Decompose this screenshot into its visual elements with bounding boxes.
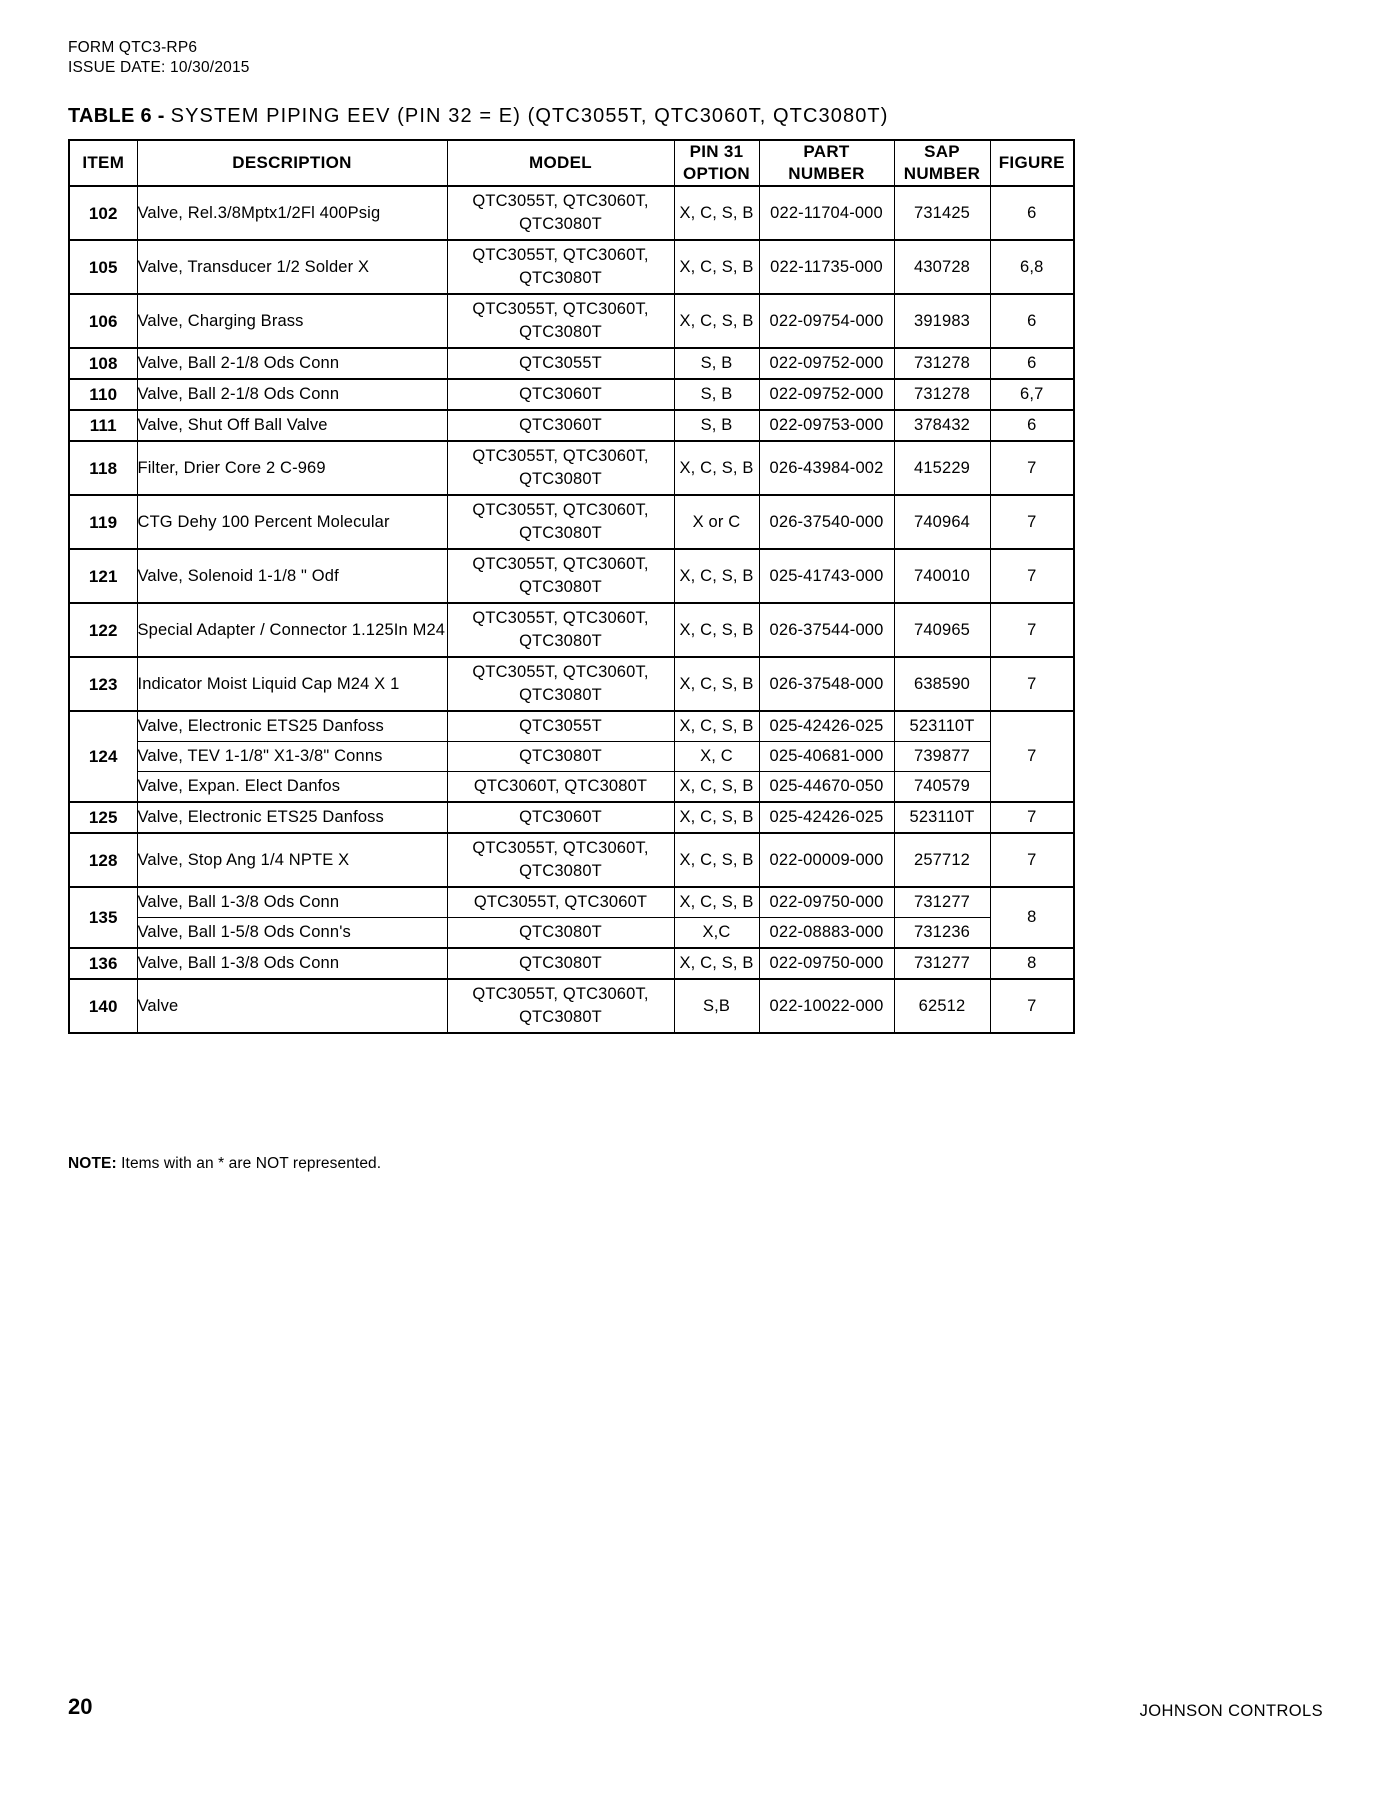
cell-part-number: 022-11704-000 (759, 186, 894, 240)
cell-part-number: 022-09752-000 (759, 379, 894, 410)
table-row (69, 186, 1074, 240)
cell-sap-number: 740010 (894, 549, 990, 603)
note-text: Items with an * are NOT represented. (116, 1155, 382, 1172)
cell-model: QTC3080T (447, 742, 674, 772)
cell-sap-number: 740965 (894, 603, 990, 657)
table-row (69, 948, 1074, 979)
cell-pin31-option: X, C (674, 742, 759, 772)
column-header-sap-line1: SAP (924, 142, 960, 161)
cell-figure: 7 (990, 979, 1074, 1033)
table-row (69, 772, 1074, 803)
cell-item: 105 (69, 240, 137, 294)
cell-part-number: 025-44670-050 (759, 772, 894, 803)
column-header-part-line2: NUMBER (788, 164, 865, 183)
cell-figure: 8 (990, 887, 1074, 948)
cell-figure: 7 (990, 549, 1074, 603)
cell-part-number: 022-09750-000 (759, 948, 894, 979)
cell-sap-number: 257712 (894, 833, 990, 887)
cell-item: 108 (69, 348, 137, 379)
cell-pin31-option: X, C, S, B (674, 833, 759, 887)
cell-description: Valve, Ball 1-3/8 Ods Conn (137, 887, 447, 918)
cell-item: 136 (69, 948, 137, 979)
cell-model: QTC3080T (447, 948, 674, 979)
cell-model: QTC3055T, QTC3060T, QTC3080T (447, 979, 674, 1033)
cell-model: QTC3060T, QTC3080T (447, 772, 674, 803)
cell-pin31-option: X, C, S, B (674, 294, 759, 348)
table-title (68, 103, 889, 129)
table-row (69, 833, 1074, 887)
cell-part-number: 026-37540-000 (759, 495, 894, 549)
column-header-sap-line2: NUMBER (903, 164, 981, 183)
cell-figure: 6 (990, 410, 1074, 441)
table-row (69, 441, 1074, 495)
cell-figure: 6 (990, 294, 1074, 348)
table-row (69, 549, 1074, 603)
cell-description: CTG Dehy 100 Percent Molecular (137, 495, 447, 549)
table-row (69, 802, 1074, 833)
cell-part-number: 025-42426-025 (759, 711, 894, 742)
cell-sap-number: 731278 (894, 348, 990, 379)
cell-sap-number: 415229 (894, 441, 990, 495)
cell-item: 111 (69, 410, 137, 441)
cell-model: QTC3055T, QTC3060T, QTC3080T (447, 240, 674, 294)
cell-pin31-option: S, B (674, 410, 759, 441)
cell-model: QTC3055T, QTC3060T, QTC3080T (447, 294, 674, 348)
column-header-sap-number (894, 140, 990, 186)
cell-item: 128 (69, 833, 137, 887)
cell-pin31-option: S, B (674, 348, 759, 379)
form-number: FORM QTC3-RP6 (68, 39, 198, 56)
cell-pin31-option: X, C, S, B (674, 441, 759, 495)
cell-pin31-option: X, C, S, B (674, 711, 759, 742)
cell-pin31-option: S,B (674, 979, 759, 1033)
cell-pin31-option: X, C, S, B (674, 887, 759, 918)
cell-part-number: 022-11735-000 (759, 240, 894, 294)
cell-part-number: 026-37548-000 (759, 657, 894, 711)
table-row (69, 918, 1074, 949)
cell-model: QTC3055T (447, 348, 674, 379)
column-header-part-number (759, 140, 894, 186)
cell-item: 125 (69, 802, 137, 833)
cell-figure: 7 (990, 711, 1074, 802)
cell-figure: 7 (990, 657, 1074, 711)
cell-pin31-option: X, C, S, B (674, 657, 759, 711)
cell-pin31-option: X, C, S, B (674, 948, 759, 979)
cell-description: Valve, Solenoid 1-1/8 " Odf (137, 549, 447, 603)
table-note (68, 1155, 381, 1173)
cell-figure: 7 (990, 441, 1074, 495)
cell-pin31-option: X,C (674, 918, 759, 949)
cell-sap-number: 740579 (894, 772, 990, 803)
cell-model: QTC3055T, QTC3060T, QTC3080T (447, 549, 674, 603)
cell-sap-number: 638590 (894, 657, 990, 711)
cell-pin31-option: X, C, S, B (674, 186, 759, 240)
cell-pin31-option: X or C (674, 495, 759, 549)
cell-model: QTC3055T, QTC3060T, QTC3080T (447, 495, 674, 549)
cell-description: Indicator Moist Liquid Cap M24 X 1 (137, 657, 447, 711)
cell-description: Valve, TEV 1-1/8" X1-3/8" Conns (137, 742, 447, 772)
cell-item: 123 (69, 657, 137, 711)
column-header-figure: FIGURE (990, 140, 1074, 186)
table-row (69, 603, 1074, 657)
cell-part-number: 022-09750-000 (759, 887, 894, 918)
cell-part-number: 022-08883-000 (759, 918, 894, 949)
cell-pin31-option: S, B (674, 379, 759, 410)
cell-model: QTC3055T, QTC3060T, QTC3080T (447, 186, 674, 240)
footer-brand: JOHNSON CONTROLS (1139, 1702, 1323, 1720)
cell-part-number: 025-42426-025 (759, 802, 894, 833)
cell-sap-number: 731277 (894, 948, 990, 979)
cell-part-number: 022-00009-000 (759, 833, 894, 887)
cell-sap-number: 523110T (894, 802, 990, 833)
cell-item: 140 (69, 979, 137, 1033)
table-title-text: SYSTEM PIPING EEV (PIN 32 = E) (QTC3055T, QTC3060T, QTC3080T) (170, 105, 889, 127)
cell-pin31-option: X, C, S, B (674, 603, 759, 657)
table-row (69, 742, 1074, 772)
table-body (69, 186, 1074, 1033)
cell-model: QTC3055T, QTC3060T (447, 887, 674, 918)
cell-figure: 7 (990, 833, 1074, 887)
cell-sap-number: 731277 (894, 887, 990, 918)
cell-part-number: 026-37544-000 (759, 603, 894, 657)
column-header-item: ITEM (69, 140, 137, 186)
page-number: 20 (68, 1694, 93, 1719)
cell-description: Valve, Rel.3/8Mptx1/2Fl 400Psig (137, 186, 447, 240)
cell-model: QTC3055T, QTC3060T, QTC3080T (447, 603, 674, 657)
table-row (69, 979, 1074, 1033)
column-header-pin31-line2: OPTION (683, 164, 750, 183)
cell-model: QTC3060T (447, 410, 674, 441)
cell-item: 121 (69, 549, 137, 603)
cell-description: Filter, Drier Core 2 C-969 (137, 441, 447, 495)
document-header (68, 38, 250, 78)
cell-model: QTC3060T (447, 379, 674, 410)
table-row (69, 495, 1074, 549)
cell-description: Valve, Electronic ETS25 Danfoss (137, 711, 447, 742)
column-header-description: DESCRIPTION (137, 140, 447, 186)
cell-part-number: 022-09752-000 (759, 348, 894, 379)
note-label: NOTE: (68, 1155, 117, 1172)
cell-model: QTC3080T (447, 918, 674, 949)
cell-sap-number: 731278 (894, 379, 990, 410)
cell-part-number: 025-41743-000 (759, 549, 894, 603)
cell-description: Valve (137, 979, 447, 1033)
table-row (69, 294, 1074, 348)
cell-model: QTC3055T (447, 711, 674, 742)
cell-item: 124 (69, 711, 137, 802)
parts-table (68, 139, 1075, 1034)
table-row (69, 348, 1074, 379)
cell-description: Valve, Expan. Elect Danfos (137, 772, 447, 803)
cell-sap-number: 391983 (894, 294, 990, 348)
cell-model: QTC3055T, QTC3060T, QTC3080T (447, 833, 674, 887)
cell-sap-number: 740964 (894, 495, 990, 549)
cell-description: Valve, Ball 2-1/8 Ods Conn (137, 379, 447, 410)
table-row (69, 711, 1074, 742)
cell-figure: 6,7 (990, 379, 1074, 410)
table-row (69, 240, 1074, 294)
cell-description: Valve, Charging Brass (137, 294, 447, 348)
cell-model: QTC3055T, QTC3060T, QTC3080T (447, 441, 674, 495)
cell-item: 122 (69, 603, 137, 657)
cell-item: 102 (69, 186, 137, 240)
table-row (69, 410, 1074, 441)
cell-pin31-option: X, C, S, B (674, 802, 759, 833)
cell-figure: 6 (990, 186, 1074, 240)
table-header-row (69, 140, 1074, 186)
issue-date: ISSUE DATE: 10/30/2015 (68, 59, 250, 76)
cell-model: QTC3055T, QTC3060T, QTC3080T (447, 657, 674, 711)
cell-pin31-option: X, C, S, B (674, 549, 759, 603)
cell-description: Valve, Electronic ETS25 Danfoss (137, 802, 447, 833)
cell-item: 119 (69, 495, 137, 549)
cell-sap-number: 62512 (894, 979, 990, 1033)
cell-part-number: 026-43984-002 (759, 441, 894, 495)
table-title-label: TABLE 6 - (68, 105, 165, 127)
cell-item: 110 (69, 379, 137, 410)
column-header-pin31-option (674, 140, 759, 186)
cell-pin31-option: X, C, S, B (674, 240, 759, 294)
cell-sap-number: 430728 (894, 240, 990, 294)
column-header-pin31-line1: PIN 31 (689, 142, 744, 161)
cell-sap-number: 523110T (894, 711, 990, 742)
cell-pin31-option: X, C, S, B (674, 772, 759, 803)
cell-description: Valve, Ball 1-3/8 Ods Conn (137, 948, 447, 979)
cell-part-number: 025-40681-000 (759, 742, 894, 772)
cell-figure: 6 (990, 348, 1074, 379)
cell-description: Valve, Shut Off Ball Valve (137, 410, 447, 441)
cell-description: Valve, Transducer 1/2 Solder X (137, 240, 447, 294)
column-header-model: MODEL (447, 140, 674, 186)
cell-part-number: 022-09753-000 (759, 410, 894, 441)
cell-description: Valve, Stop Ang 1/4 NPTE X (137, 833, 447, 887)
cell-sap-number: 378432 (894, 410, 990, 441)
cell-figure: 7 (990, 802, 1074, 833)
table-row (69, 657, 1074, 711)
cell-sap-number: 731425 (894, 186, 990, 240)
cell-sap-number: 739877 (894, 742, 990, 772)
cell-item: 118 (69, 441, 137, 495)
cell-model: QTC3060T (447, 802, 674, 833)
cell-figure: 8 (990, 948, 1074, 979)
cell-description: Valve, Ball 2-1/8 Ods Conn (137, 348, 447, 379)
cell-figure: 7 (990, 603, 1074, 657)
cell-description: Valve, Ball 1-5/8 Ods Conn's (137, 918, 447, 949)
column-header-part-line1: PART (803, 142, 850, 161)
cell-item: 135 (69, 887, 137, 948)
table-row (69, 887, 1074, 918)
table-row (69, 379, 1074, 410)
table-header (69, 140, 1074, 186)
cell-part-number: 022-09754-000 (759, 294, 894, 348)
cell-figure: 6,8 (990, 240, 1074, 294)
cell-item: 106 (69, 294, 137, 348)
cell-sap-number: 731236 (894, 918, 990, 949)
parts-table-container (68, 139, 1073, 1034)
cell-description: Special Adapter / Connector 1.125In M24 (137, 603, 447, 657)
cell-figure: 7 (990, 495, 1074, 549)
cell-part-number: 022-10022-000 (759, 979, 894, 1033)
